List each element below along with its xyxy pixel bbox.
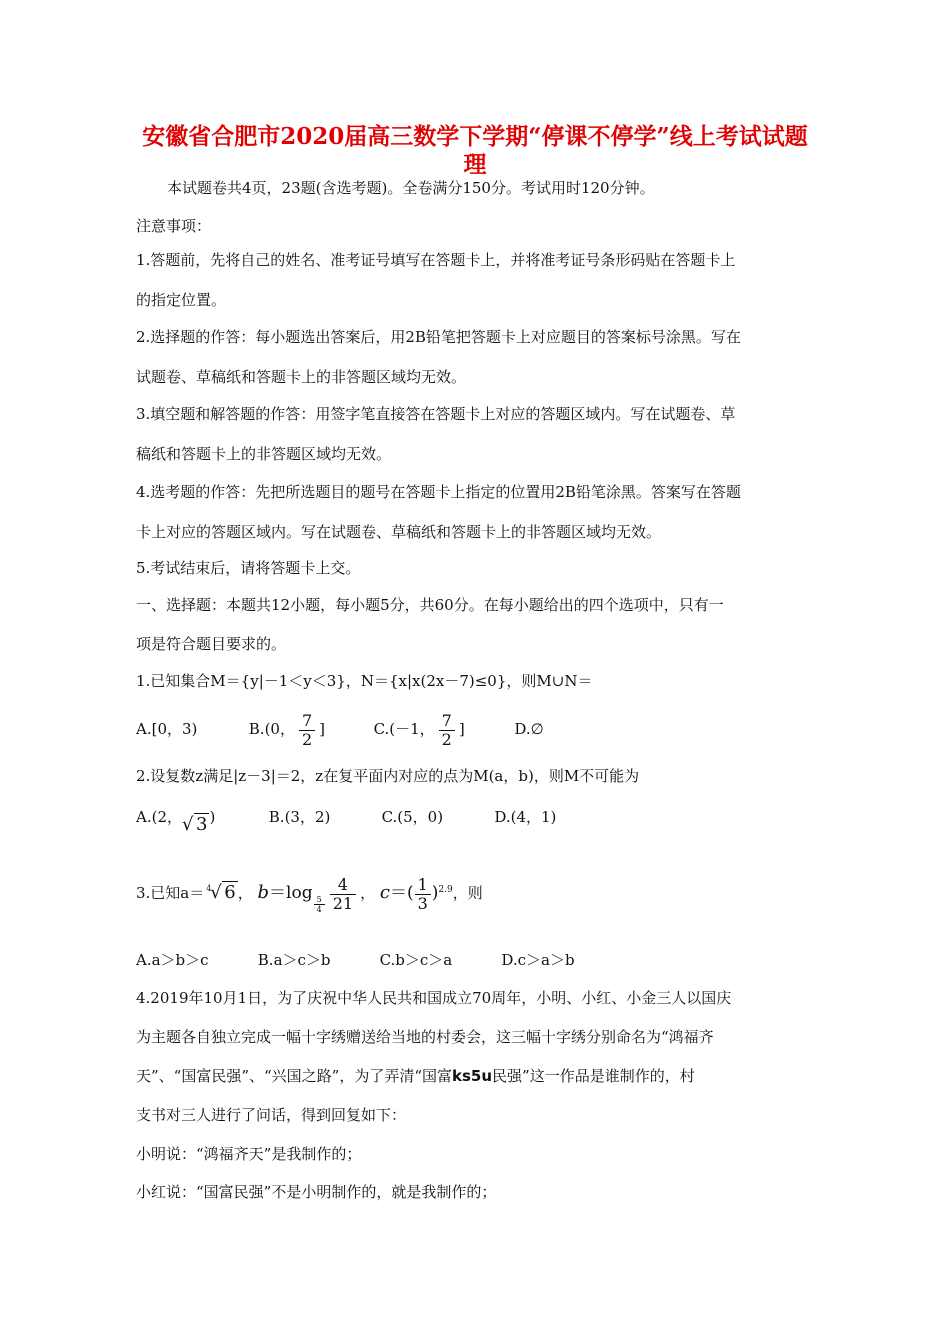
log-base <box>314 895 325 914</box>
root-index: 4 <box>206 884 212 893</box>
option-d: D.∅ <box>514 720 544 738</box>
fraction <box>439 712 455 749</box>
question-2-stem: 2.设复数z满足|z－3|＝2，z在复平面内对应的点为M(a，b)，则M不可能为 <box>136 767 640 785</box>
question-3-stem <box>136 870 483 922</box>
fourth-root <box>204 873 237 913</box>
log-label: ＝log <box>269 883 313 903</box>
exam-title-line2: 理 <box>463 151 487 178</box>
note-line: 稿纸和答题卡上的非答题区域均无效。 <box>136 445 392 463</box>
question-4-line <box>136 1066 695 1086</box>
option-b-suffix: ] <box>319 720 326 738</box>
line-prefix: 天”、“国富民强”、“兴国之路”，为了弄清“国富 <box>136 1067 453 1085</box>
exponent: 2.9 <box>438 885 453 895</box>
fraction-denominator: 3 <box>417 893 428 913</box>
option-c <box>374 706 510 752</box>
separator: ， <box>237 884 253 902</box>
section-heading-cont: 项是符合题目要求的。 <box>136 635 287 653</box>
fraction-numerator: 1 <box>415 876 431 895</box>
fraction <box>299 712 315 749</box>
fraction-numerator: 7 <box>299 712 315 731</box>
option-c: C.(5，0) <box>381 808 444 826</box>
question-4-line: 小红说：“国富民强”不是小明制作的，就是我制作的； <box>136 1183 497 1201</box>
fraction-denominator: 2 <box>301 729 313 749</box>
note-line: 卡上对应的答题区域内。写在试题卷、草稿纸和答题卡上的非答题区域均无效。 <box>136 523 662 541</box>
stem-tail: ，则 <box>452 884 483 902</box>
option-c: C.b＞c＞a <box>379 951 453 969</box>
stem-prefix: 3.已知a＝ <box>136 884 205 902</box>
option-a-prefix: A.(2， <box>136 808 182 826</box>
fraction <box>415 876 431 913</box>
option-a: A.a＞b＞c <box>136 951 209 969</box>
question-2-options <box>136 804 556 838</box>
watermark-text: ks5u <box>452 1067 493 1085</box>
note-line: 的指定位置。 <box>136 291 227 309</box>
radicand: 3 <box>196 814 208 835</box>
option-a-suffix: ) <box>209 808 216 826</box>
note-line: 3.填空题和解答题的作答：用签字笔直接答在答题卡上对应的答题区域内。写在试题卷、草 <box>136 405 736 423</box>
option-d: D.(4，1) <box>494 808 557 826</box>
option-b: B.(3，2) <box>268 808 331 826</box>
question-4-line: 为主题各自独立完成一幅十字绣赠送给当地的村委会，这三幅十字绣分别命名为“鸿福齐 <box>136 1028 714 1046</box>
option-a <box>136 804 264 835</box>
question-3-options <box>136 950 575 970</box>
option-a: A.[0，3) <box>136 720 198 738</box>
question-4-line: 4.2019年10月1日，为了庆祝中华人民共和国成立70周年，小明、小红、小金三人以国庆 <box>136 989 732 1007</box>
option-b-prefix: B.(0， <box>248 720 295 738</box>
separator: ， <box>360 884 376 902</box>
note-line: 2.选择题的作答：每小题选出答案后，用2B铅笔把答题卡上对应题目的答案标号涂黑。写在 <box>136 328 741 346</box>
base-denominator: 4 <box>316 904 322 914</box>
base-numerator: 5 <box>314 895 325 905</box>
question-1-stem: 1.已知集合M＝{y|－1＜y＜3}，N＝{x|x(2x－7)≤0}，则M∪N＝ <box>136 672 593 690</box>
question-4-line: 支书对三人进行了问话，得到回复如下： <box>136 1106 407 1124</box>
note-line: 试题卷、草稿纸和答题卡上的非答题区域均无效。 <box>136 368 467 386</box>
fraction-numerator: 4 <box>330 876 356 895</box>
option-d: D.c＞a＞b <box>501 951 575 969</box>
c-open: ＝( <box>389 883 414 903</box>
option-b <box>249 706 369 752</box>
var-b: b <box>257 882 270 903</box>
note-line: 5.考试结束后，请将答题卡上交。 <box>136 559 361 577</box>
option-b: B.a＞c＞b <box>257 951 331 969</box>
exam-title-line1: 安徽省合肥市2020届高三数学下学期“停课不停学”线上考试试题 <box>142 123 808 150</box>
var-c: c <box>379 882 390 903</box>
square-root <box>182 812 209 838</box>
fraction-numerator: 7 <box>439 712 455 731</box>
option-c-suffix: ] <box>458 720 465 738</box>
note-line: 4.选考题的作答：先把所选题目的题号在答题卡上指定的位置用2B铅笔涂黑。答案写在答题 <box>136 483 741 501</box>
fraction-denominator: 2 <box>441 729 452 749</box>
question-4-line: 小明说：“鸿福齐天”是我制作的； <box>136 1145 362 1163</box>
note-line: 1.答题前，先将自己的姓名、准考证号填写在答题卡上，并将准考证号条形码贴在答题卡上 <box>136 251 736 269</box>
line-suffix: 民强”这一作品是谁制作的，村 <box>492 1067 695 1085</box>
c-close: ) <box>431 883 439 903</box>
square-root <box>210 873 237 913</box>
radicand: 6 <box>224 882 236 903</box>
section-heading: 一、选择题：本题共12小题，每小题5分，共60分。在每小题给出的四个选项中，只有一 <box>136 596 724 614</box>
fraction <box>330 876 356 913</box>
intro-text: 本试题卷共4页，23题(含选考题)。全卷满分150分。考试用时120分钟。 <box>167 179 655 197</box>
notice-heading: 注意事项： <box>136 217 212 235</box>
fraction-denominator: 21 <box>332 893 354 913</box>
question-1-options <box>136 706 544 752</box>
option-c-prefix: C.(－1， <box>373 720 435 738</box>
